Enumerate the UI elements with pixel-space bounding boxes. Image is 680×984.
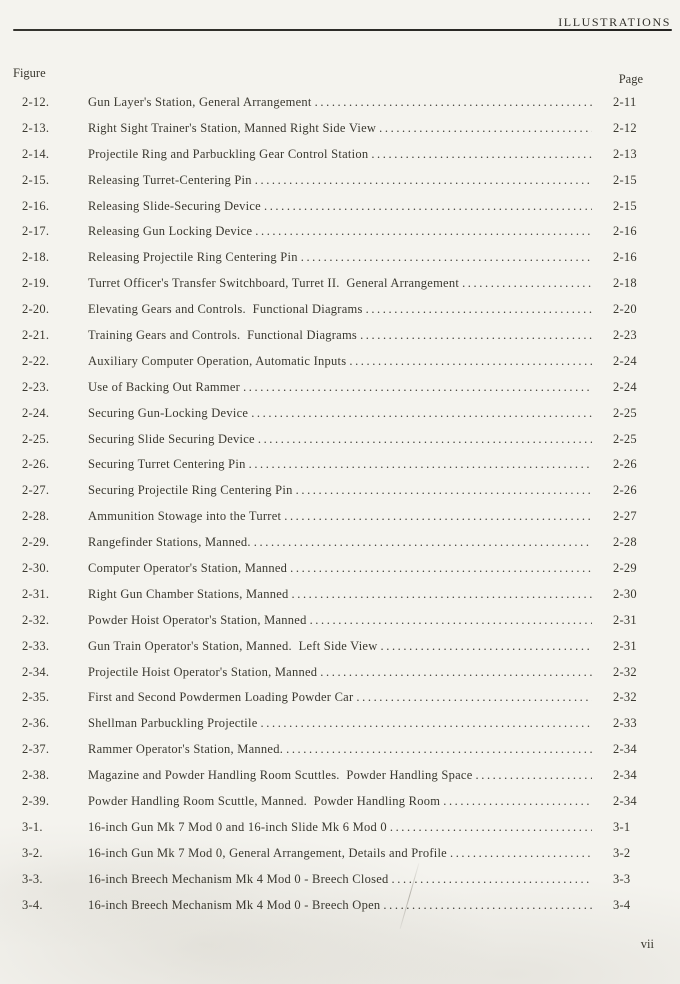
dot-leader: [243, 375, 592, 401]
list-item: [0, 194, 680, 220]
page-number: 2-34: [613, 742, 637, 757]
dot-leader: [310, 608, 592, 634]
figure-number: 2-30.: [22, 561, 50, 576]
dot-leader: [261, 711, 592, 737]
dot-leader: [476, 763, 593, 789]
figure-title: Securing Projectile Ring Centering Pin: [88, 483, 293, 498]
figure-number: 2-13.: [22, 120, 50, 135]
figure-number: 3-1.: [22, 819, 43, 834]
figure-number: 2-28.: [22, 509, 50, 524]
list-item: [0, 349, 680, 375]
list-item: [0, 297, 680, 323]
page-number: 2-33: [613, 716, 637, 731]
figure-number: 2-33.: [22, 638, 50, 653]
dot-leader: [251, 401, 592, 427]
dot-leader: [264, 194, 592, 220]
list-item: [0, 271, 680, 297]
list-item: [0, 401, 680, 427]
figure-number: 2-23.: [22, 379, 50, 394]
list-item: [0, 323, 680, 349]
page-number: 2-29: [613, 561, 637, 576]
page-number: 2-28: [613, 535, 637, 550]
list-item: [0, 867, 680, 893]
figure-title: Releasing Slide-Securing Device: [88, 198, 261, 213]
figure-title: Rammer Operator's Station, Manned.: [88, 742, 284, 757]
figure-title: Powder Hoist Operator's Station, Manned: [88, 612, 307, 627]
figure-title: Rangefinder Stations, Manned.: [88, 535, 251, 550]
page-number: 2-31: [613, 638, 637, 653]
figure-number: 2-39.: [22, 794, 50, 809]
page-column-label: Page: [618, 72, 643, 86]
page-number: 2-16: [613, 224, 637, 239]
dot-leader: [301, 245, 592, 271]
dot-leader: [366, 297, 592, 323]
list-item: [0, 763, 680, 789]
page-number: 3-4: [613, 897, 631, 912]
figure-title: Releasing Gun Locking Device: [88, 224, 253, 239]
list-item: [0, 685, 680, 711]
list-item: [0, 841, 680, 867]
dot-leader: [360, 323, 592, 349]
dot-leader: [443, 789, 592, 815]
page-number: 2-20: [613, 302, 637, 317]
figure-title: Gun Layer's Station, General Arrangement: [88, 95, 312, 109]
dot-leader: [258, 427, 592, 453]
figure-title: Shellman Parbuckling Projectile: [88, 716, 258, 731]
page-number: 2-16: [613, 250, 637, 265]
figure-number: 2-38.: [22, 768, 50, 783]
figure-number: 2-22.: [22, 353, 50, 368]
figure-number: 2-17.: [22, 224, 50, 239]
figure-title: Training Gears and Controls. Functional Diagrams: [88, 328, 358, 343]
figure-number: 2-34.: [22, 664, 50, 679]
dot-leader: [390, 815, 592, 841]
figure-number: 2-27.: [22, 483, 50, 498]
list-item: [0, 893, 680, 919]
page-number: 2-31: [613, 612, 637, 627]
figure-title: Use of Backing Out Rammer: [88, 379, 241, 394]
dot-leader: [292, 582, 593, 608]
figure-title: Gun Train Operator's Station, Manned. Left Side View: [88, 638, 378, 653]
list-item: [0, 737, 680, 763]
list-item: [0, 219, 680, 245]
figure-title: 16-inch Breech Mechanism Mk 4 Mod 0 - Breech Open: [88, 897, 381, 912]
list-item: [0, 634, 680, 660]
figure-number: 2-29.: [22, 535, 50, 550]
dot-leader: [371, 142, 592, 168]
page-number: 2-27: [613, 509, 637, 524]
figure-number: 3-4.: [22, 897, 43, 912]
dot-leader: [315, 90, 592, 116]
figure-title: Projectile Hoist Operator's Station, Manned: [88, 664, 318, 679]
illustrations-list: [0, 90, 680, 919]
dot-leader: [383, 893, 592, 919]
figure-number: 2-25.: [22, 431, 50, 446]
figure-column-label: Figure: [13, 66, 46, 80]
dot-leader: [356, 685, 592, 711]
list-item: [0, 556, 680, 582]
list-item: [0, 168, 680, 194]
figure-title: Magazine and Powder Handling Room Scuttles. Powder Handling Space: [88, 768, 473, 783]
dot-leader: [290, 556, 592, 582]
figure-number: 2-14.: [22, 146, 50, 161]
list-item: [0, 375, 680, 401]
page-header-title: ILLUSTRATIONS: [558, 15, 671, 29]
dot-leader: [379, 116, 592, 142]
list-item: [0, 711, 680, 737]
page-number: 2-32: [613, 690, 637, 705]
figure-number: 3-2.: [22, 845, 43, 860]
page-number: 2-25: [613, 431, 637, 446]
list-item: [0, 90, 680, 116]
page-number: 3-3: [613, 871, 631, 886]
figure-title: Right Sight Trainer's Station, Manned Right Side View: [88, 120, 377, 135]
page-number: 2-15: [613, 172, 637, 187]
figure-number: 2-16.: [22, 198, 50, 213]
figure-number: 2-15.: [22, 172, 50, 187]
figure-number: 2-20.: [22, 302, 50, 317]
page-number: 2-13: [613, 146, 637, 161]
figure-number: 2-24.: [22, 405, 50, 420]
figure-title: Securing Slide Securing Device: [88, 431, 255, 446]
list-item: [0, 504, 680, 530]
figure-number: 2-32.: [22, 612, 50, 627]
list-item: [0, 245, 680, 271]
page-number: 2-34: [613, 768, 637, 783]
dot-leader: [284, 504, 592, 530]
figure-number: 2-12.: [22, 95, 50, 109]
figure-number: 3-3.: [22, 871, 43, 886]
figure-number: 2-18.: [22, 250, 50, 265]
list-item: [0, 427, 680, 453]
page-number: 2-24: [613, 379, 637, 394]
figure-title: 16-inch Gun Mk 7 Mod 0 and 16-inch Slide Mk 6 Mod 0: [88, 819, 387, 834]
page-number: 2-15: [613, 198, 637, 213]
dot-leader: [320, 660, 592, 686]
page-number: 2-18: [613, 276, 637, 291]
figure-title: Securing Turret Centering Pin: [88, 457, 246, 472]
list-item: [0, 116, 680, 142]
dot-leader: [450, 841, 592, 867]
dot-leader: [349, 349, 592, 375]
figure-title: Ammunition Stowage into the Turret: [88, 509, 282, 524]
figure-title: Powder Handling Room Scuttle, Manned. Powder Handling Room: [88, 794, 441, 809]
page-number: 2-26: [613, 457, 637, 472]
figure-number: 2-36.: [22, 716, 50, 731]
figure-title: Securing Gun-Locking Device: [88, 405, 249, 420]
figure-title: Elevating Gears and Controls. Functional Diagrams: [88, 302, 363, 317]
list-item: [0, 815, 680, 841]
dot-leader: [296, 478, 592, 504]
page-number: 2-30: [613, 586, 637, 601]
figure-title: 16-inch Breech Mechanism Mk 4 Mod 0 - Breech Closed: [88, 871, 389, 886]
figure-title: Auxiliary Computer Operation, Automatic Inputs: [88, 353, 347, 368]
dot-leader: [254, 530, 592, 556]
figure-title: Releasing Turret-Centering Pin: [88, 172, 252, 187]
page-number: 2-34: [613, 794, 637, 809]
list-item: [0, 530, 680, 556]
figure-number: 2-37.: [22, 742, 50, 757]
dot-leader: [462, 271, 592, 297]
page-number: 2-24: [613, 353, 637, 368]
header-rule: [13, 29, 672, 31]
dot-leader: [255, 219, 592, 245]
figure-number: 2-26.: [22, 457, 50, 472]
page-number: 2-23: [613, 328, 637, 343]
dot-leader: [381, 634, 593, 660]
figure-title: Turret Officer's Transfer Switchboard, Turret II. General Arrangement: [88, 276, 460, 291]
figure-title: Right Gun Chamber Stations, Manned: [88, 586, 289, 601]
list-item: [0, 142, 680, 168]
column-headers: [13, 66, 643, 87]
dot-leader: [255, 168, 592, 194]
figure-number: 2-21.: [22, 328, 50, 343]
page-number: 2-32: [613, 664, 637, 679]
figure-number: 2-35.: [22, 690, 50, 705]
list-item: [0, 478, 680, 504]
folio-page-number: vii: [640, 937, 654, 951]
figure-number: 2-31.: [22, 586, 50, 601]
page-number: 3-2: [613, 845, 631, 860]
list-item: [0, 452, 680, 478]
list-item: [0, 660, 680, 686]
page-number: 2-26: [613, 483, 637, 498]
page-number: 2-11: [613, 95, 637, 109]
dot-leader: [392, 867, 592, 893]
figure-title: Projectile Ring and Parbuckling Gear Control Station: [88, 146, 369, 161]
figure-title: Releasing Projectile Ring Centering Pin: [88, 250, 298, 265]
page-number: 2-25: [613, 405, 637, 420]
dot-leader: [249, 452, 592, 478]
figure-title: 16-inch Gun Mk 7 Mod 0, General Arrangement, Details and Profile: [88, 845, 447, 860]
page-number: 3-1: [613, 819, 631, 834]
dot-leader: [286, 737, 592, 763]
list-item: [0, 582, 680, 608]
figure-title: First and Second Powdermen Loading Powder Car: [88, 690, 354, 705]
page-number: 2-12: [613, 120, 637, 135]
figure-title: Computer Operator's Station, Manned: [88, 561, 288, 576]
list-item: [0, 608, 680, 634]
list-item: [0, 789, 680, 815]
figure-number: 2-19.: [22, 276, 50, 291]
